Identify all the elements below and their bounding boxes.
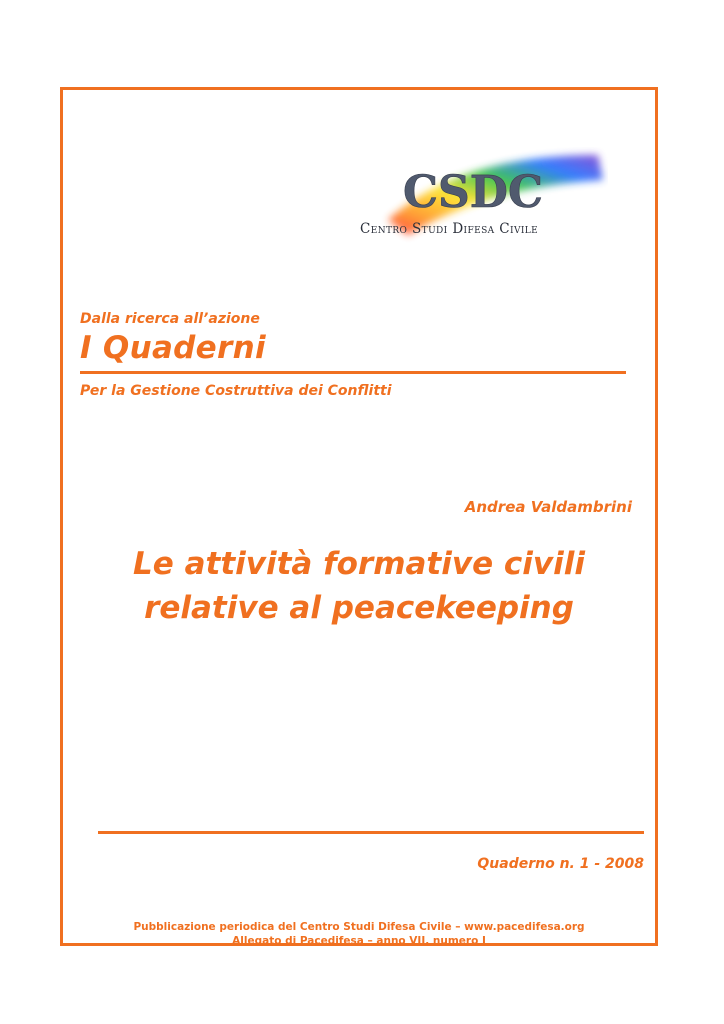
series-title: I Quaderni xyxy=(80,330,266,366)
issue-number: Quaderno n. 1 - 2008 xyxy=(477,856,644,872)
logo-acronym: CSDC xyxy=(403,167,543,218)
document-title-line1: Le attività formative civili xyxy=(133,546,585,582)
series-subtitle: Per la Gestione Costruttiva dei Conflitti xyxy=(80,383,392,399)
kicker-text: Dalla ricerca all’azione xyxy=(80,311,260,327)
footer-attachment: Allegato di Pacedifesa – anno VII, numero I xyxy=(232,935,486,947)
author-name: Andrea Valdambrini xyxy=(464,498,632,516)
series-divider xyxy=(80,371,626,374)
logo-name: Centro Studi Difesa Civile xyxy=(360,221,539,237)
footer-publication: Pubblicazione periodica del Centro Studi Difesa Civile – www.pacedifesa.org xyxy=(133,921,585,933)
document-title-line2: relative al peacekeeping xyxy=(144,590,574,626)
csdc-logo xyxy=(358,145,608,245)
issue-divider xyxy=(98,831,644,834)
rainbow-logo-icon xyxy=(358,145,608,245)
